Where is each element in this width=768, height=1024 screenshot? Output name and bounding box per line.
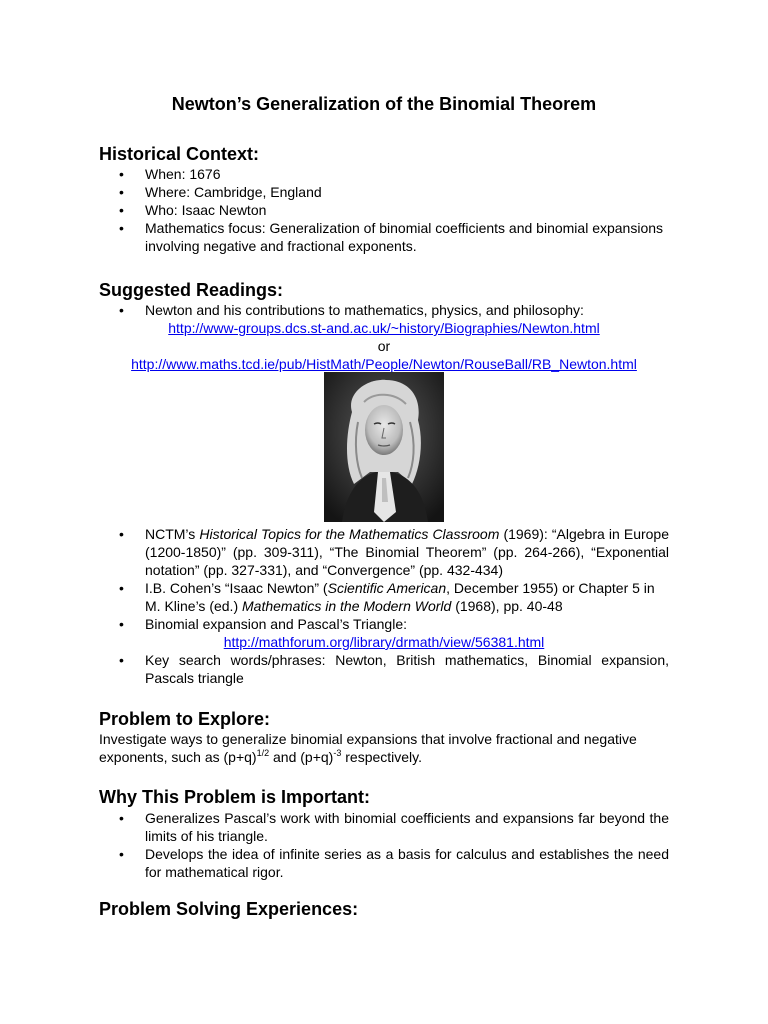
list-item: • Who: Isaac Newton bbox=[99, 201, 669, 219]
importance-list bbox=[99, 809, 669, 881]
nctm-book-title: Historical Topics for the Mathematics Classroom bbox=[199, 526, 500, 542]
nctm-text-rest: (1969): “Algebra in Europe (1200-1850)” (pp. 309-311), “The Binomial Theorem” (pp. 264-266), “Exponential notation” (pp. 327-331), and “Convergence” (pp. 432-434) bbox=[145, 526, 669, 578]
list-item: • Mathematics focus: Generalization of binomial coefficients and binomial expansions involving negative and fractional exponents. bbox=[99, 219, 669, 255]
isaac-newton-portrait bbox=[324, 372, 444, 522]
cohen-journal-title: Scientific American bbox=[327, 580, 447, 596]
document-title: Newton’s Generalization of the Binomial Theorem bbox=[171, 94, 597, 114]
list-item: • When: 1676 bbox=[99, 165, 669, 183]
mathforum-link[interactable]: http://mathforum.org/library/drmath/view/56381.html bbox=[223, 634, 545, 650]
historical-context-list bbox=[99, 165, 669, 255]
cohen-text-mid: , December 1955) or Chapter 5 in M. Kline’s (ed.) bbox=[145, 580, 655, 614]
problem-text-part: Investigate ways to generalize binomial expansions that involve fractional and negative exponents, such as (p+q) bbox=[99, 731, 637, 765]
suggested-readings-heading: Suggested Readings: bbox=[99, 280, 284, 300]
newton-biography-link[interactable]: http://www-groups.dcs.st-and.ac.uk/~history/Biographies/Newton.html bbox=[168, 320, 600, 336]
problem-text-part: respectively. bbox=[341, 749, 423, 765]
problem-heading: Problem to Explore: bbox=[99, 709, 271, 729]
binomial-text: Binomial expansion and Pascal’s Triangle: bbox=[145, 616, 408, 632]
problem-text-part: and (p+q) bbox=[269, 749, 334, 765]
or-text: or bbox=[377, 338, 391, 354]
suggested-readings-list-bottom bbox=[99, 525, 669, 687]
list-item bbox=[99, 301, 669, 337]
suggested-readings-list-top bbox=[99, 301, 669, 337]
list-item bbox=[99, 579, 669, 615]
nctm-text: NCTM’s bbox=[145, 526, 200, 542]
rouseball-newton-link[interactable]: http://www.maths.tcd.ie/pub/HistMath/People/Newton/RouseBall/RB_Newton.html bbox=[131, 356, 637, 372]
cohen-text-rest: (1968), pp. 40-48 bbox=[451, 598, 563, 614]
reading-newton-text: Newton and his contributions to mathematics, physics, and philosophy: bbox=[145, 302, 584, 318]
exponent-neg-three: -3 bbox=[333, 748, 342, 758]
list-item: • Key search words/phrases: Newton, British mathematics, Binomial expansion, Pascals triangle bbox=[99, 651, 669, 687]
problem-text bbox=[99, 730, 669, 766]
kline-book-title: Mathematics in the Modern World bbox=[242, 598, 452, 614]
link-line bbox=[79, 355, 689, 373]
link-line bbox=[99, 633, 669, 651]
importance-heading: Why This Problem is Important: bbox=[99, 787, 371, 807]
experiences-heading: Problem Solving Experiences: bbox=[99, 899, 359, 919]
list-item: • Develops the idea of infinite series as a basis for calculus and establishes the need for mathematical rigor. bbox=[99, 845, 669, 881]
cohen-text: I.B. Cohen’s “Isaac Newton” ( bbox=[145, 580, 328, 596]
historical-context-heading: Historical Context: bbox=[99, 144, 260, 164]
link-line bbox=[99, 319, 669, 337]
list-item bbox=[99, 525, 669, 579]
exponent-half: 1/2 bbox=[256, 748, 270, 758]
list-item: • Generalizes Pascal’s work with binomial coefficients and expansions far beyond the limits of his triangle. bbox=[99, 809, 669, 845]
list-item: • Where: Cambridge, England bbox=[99, 183, 669, 201]
list-item bbox=[99, 615, 669, 651]
